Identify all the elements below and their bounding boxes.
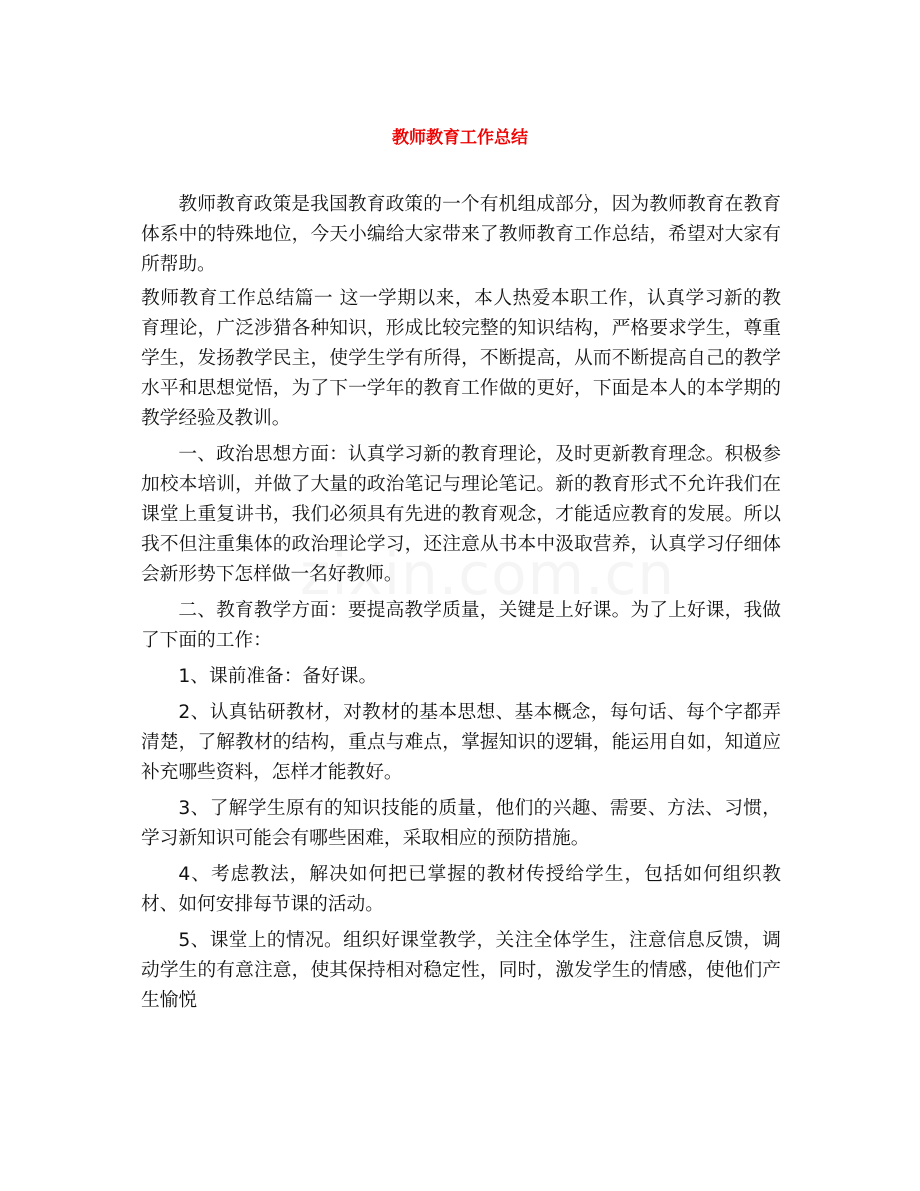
document-title: 教师教育工作总结 (392, 128, 528, 148)
teaching-paragraph: 二、教育教学方面：要提高教学质量，关键是上好课。为了上好课，我做了下面的工作： (141, 600, 781, 651)
section-one-text: 这一学期以来，本人热爱本职工作，认真学习新的教育理论，广泛涉猎各种知识，形成比较完整的知识结构，严格要求学生，尊重学生，发扬教学民主，使学生学有所得，不断提高，从而不断提高自己的教学水平和思想觉悟，为了下一学年的教育工作做的更好，下面是本人的本学期的教学经验及教训。 (141, 288, 781, 429)
list-item-2: 2、认真钻研教材，对教材的基本思想、基本概念，每句话、每个字都弄清楚，了解教材的结构，重点与难点，掌握知识的逻辑，能运用自如，知道应补充哪些资料，怎样才能教好。 (141, 702, 781, 783)
politics-paragraph: 一、政治思想方面：认真学习新的教育理论，及时更新教育理念。积极参加校本培训，并做了大量的政治笔记与理论笔记。新的教育形式不允许我们在课堂上重复讲书，我们必须具有先进的教育观念，才能适应教育的发展。所以我不但注重集体的政治理论学习，还注意从书本中汲取营养，认真学习仔细体会新形势下怎样做一名好教师。 (141, 444, 781, 585)
section-heading: 教师教育工作总结篇一 (141, 288, 334, 309)
document-body (141, 190, 781, 1016)
list-item-4: 4、考虑教法，解决如何把已掌握的教材传授给学生，包括如何组织教材、如何安排每节课的活动。 (141, 864, 781, 915)
list-item-1: 1、课前准备：备好课。 (178, 666, 378, 687)
list-item-3: 3、了解学生原有的知识技能的质量，他们的兴趣、需要、方法、习惯，学习新知识可能会有哪些困难，采取相应的预防措施。 (141, 798, 781, 849)
section-one-paragraph (141, 284, 781, 434)
intro-paragraph: 教师教育政策是我国教育政策的一个有机组成部分，因为教师教育在教育体系中的特殊地位，今天小编给大家带来了教师教育工作总结，希望对大家有所帮助。 (141, 194, 781, 275)
list-item-5: 5、课堂上的情况。组织好课堂教学，关注全体学生，注意信息反馈，调动学生的有意注意，使其保持相对稳定性，同时，激发学生的情感，使他们产生愉悦 (141, 930, 781, 1011)
